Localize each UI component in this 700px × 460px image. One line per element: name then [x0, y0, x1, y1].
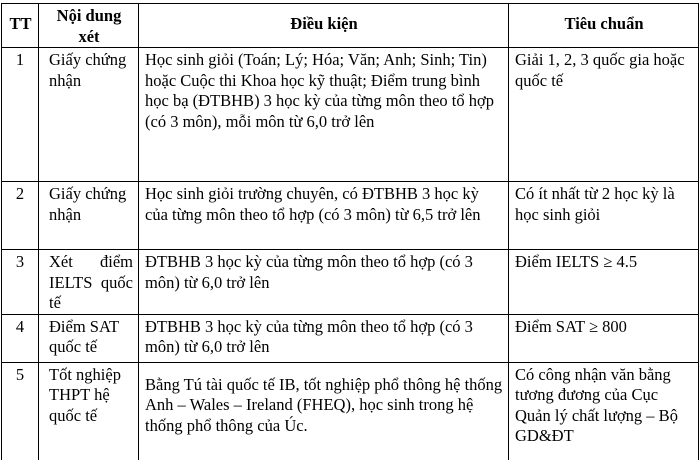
row-dieu-kien: Học sinh giỏi (Toán; Lý; Hóa; Văn; Anh; Sinh; Tin) hoặc Cuộc thi Khoa học kỹ thuật; Điểm trung bình học bạ (ĐTBHB) 3 học kỳ của từng môn theo tổ hợp (có 3 môn), mỗi môn từ 6,0 trở lên [139, 48, 509, 182]
row-number: 2 [2, 182, 39, 250]
table-row [2, 314, 699, 362]
header-noi-dung: Nội dung xét [39, 4, 139, 48]
row-number: 1 [2, 48, 39, 182]
criteria-table [1, 3, 699, 460]
row-tieu-chuan: Có công nhận văn bằng tương đương của Cục Quản lý chất lượng – Bộ GD&ĐT [509, 362, 699, 460]
row-dieu-kien: ĐTBHB 3 học kỳ của từng môn theo tổ hợp (có 3 môn) từ 6,0 trở lên [139, 250, 509, 315]
header-dieu-kien: Điều kiện [139, 4, 509, 48]
row-noi-dung: Giấy chứng nhận [39, 182, 139, 250]
row-dieu-kien: Bằng Tú tài quốc tế IB, tốt nghiệp phổ thông hệ thống Anh – Wales – Ireland (FHEQ), học sinh trong hệ thống phổ thông của Úc. [139, 362, 509, 460]
table-row [2, 182, 699, 250]
table-row [2, 48, 699, 182]
header-tieu-chuan: Tiêu chuẩn [509, 4, 699, 48]
row-dieu-kien: ĐTBHB 3 học kỳ của từng môn theo tổ hợp (có 3 môn) từ 6,0 trở lên [139, 314, 509, 362]
row-tieu-chuan: Có ít nhất từ 2 học kỳ là học sinh giỏi [509, 182, 699, 250]
row-tieu-chuan: Giải 1, 2, 3 quốc gia hoặc quốc tế [509, 48, 699, 182]
row-number: 3 [2, 250, 39, 315]
row-noi-dung: Giấy chứng nhận [39, 48, 139, 182]
table-row [2, 250, 699, 315]
table-row [2, 362, 699, 460]
row-noi-dung: Điểm SAT quốc tế [39, 314, 139, 362]
row-number: 4 [2, 314, 39, 362]
row-noi-dung: Xét điểm IELTS quốc tế [39, 250, 139, 315]
row-tieu-chuan: Điểm SAT ≥ 800 [509, 314, 699, 362]
row-tieu-chuan: Điểm IELTS ≥ 4.5 [509, 250, 699, 315]
row-dieu-kien: Học sinh giỏi trường chuyên, có ĐTBHB 3 học kỳ của từng môn theo tổ hợp (có 3 môn) từ 6,5 trở lên [139, 182, 509, 250]
header-tt: TT [2, 4, 39, 48]
row-number: 5 [2, 362, 39, 460]
table-header-row [2, 4, 699, 48]
row-noi-dung: Tốt nghiệp THPT hệ quốc tế [39, 362, 139, 460]
